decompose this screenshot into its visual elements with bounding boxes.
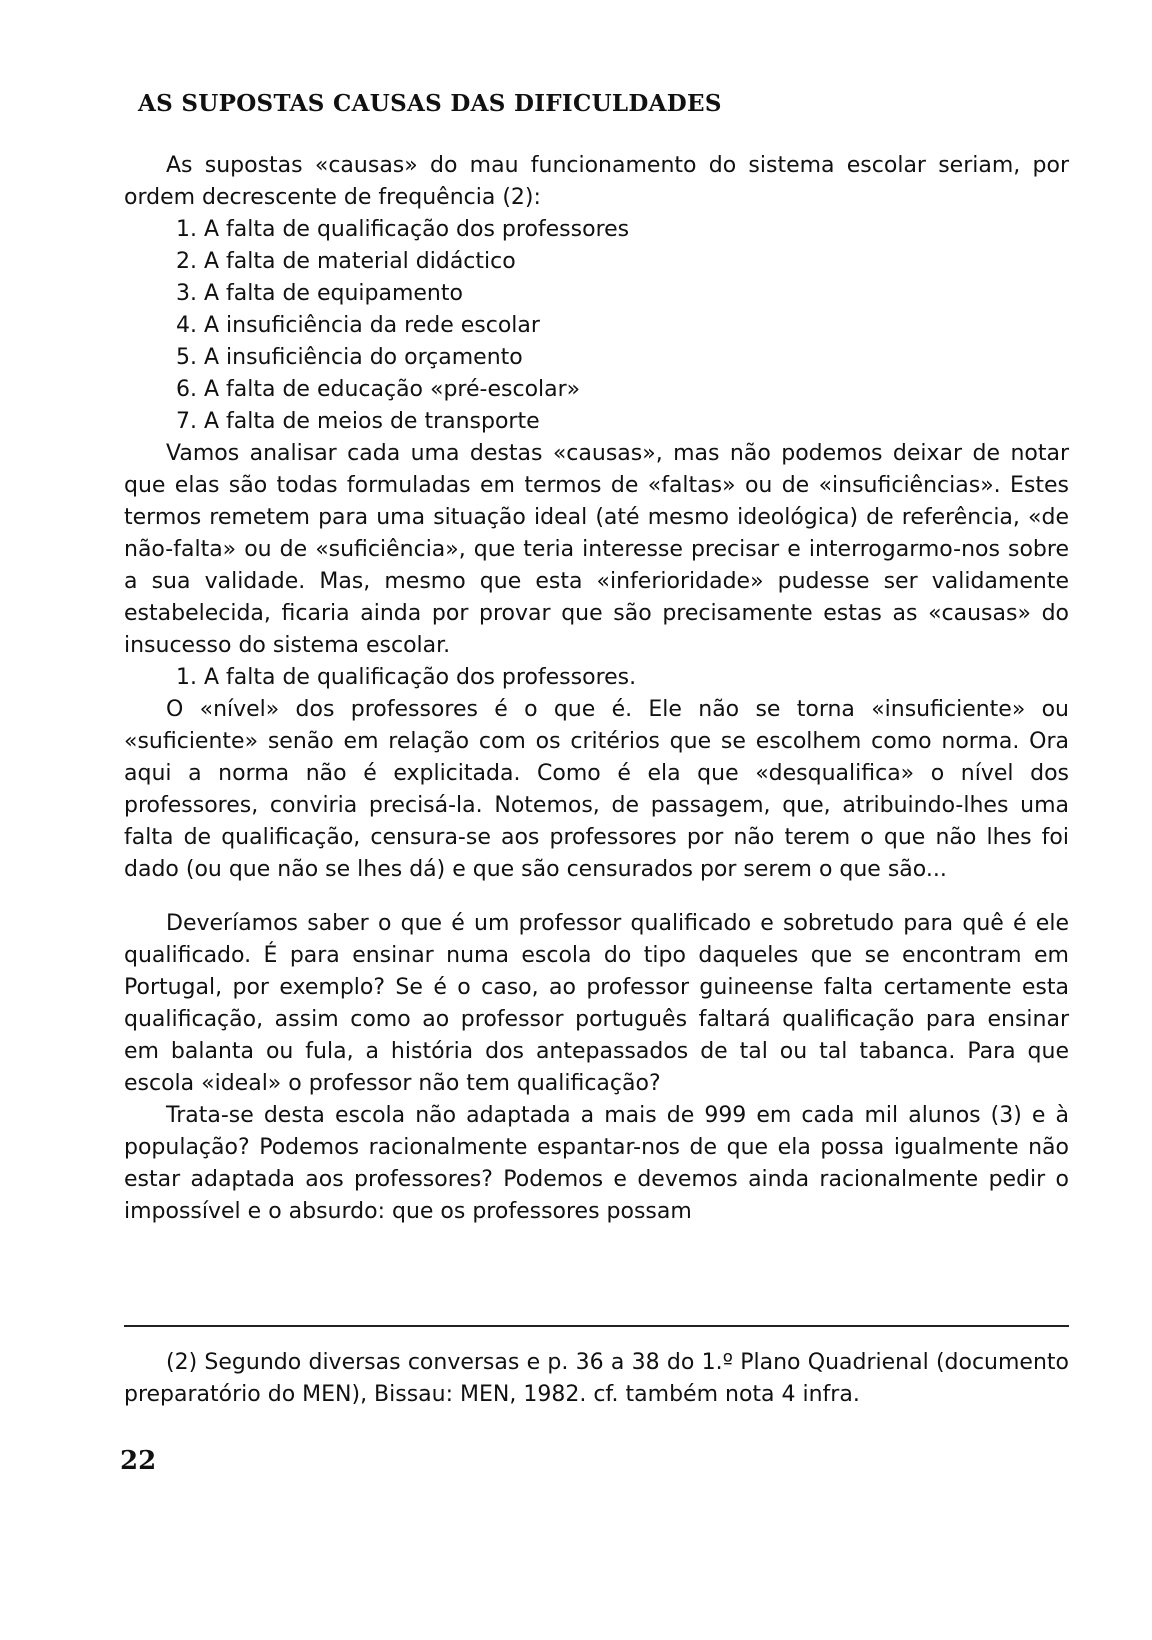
footnote-text: (2) Segundo diversas conversas e p. 36 a 38 do 1.º Plano Quadrienal (documento preparatório do MEN), Bissau: MEN, 1982. cf. também nota 4 infra. [124,1350,1069,1407]
list-item: 2. A falta de material didáctico [176,249,516,274]
main-text [124,150,1069,1228]
list-item: 3. A falta de equipamento [176,281,463,306]
footnote-divider [124,1325,1069,1327]
causes-list [124,214,1069,438]
list-item: 6. A falta de educação «pré-escolar» [176,377,581,402]
intro-paragraph: As supostas «causas» do mau funcionamento do sistema escolar seriam, por ordem decrescente de frequência (2): [124,153,1069,210]
list-item: 5. A insuficiência do orçamento [176,345,523,370]
page-number: 22 [120,1446,157,1476]
school-adaptation-paragraph: Trata-se desta escola não adaptada a mais de 999 em cada mil alunos (3) e à população? Podemos racionalmente espantar-nos de que ela possa igualmente não estar adaptada aos professores? Podemos e devemos ainda racionalmente pedir o impossível e o absurdo: que os professores possam [124,1103,1069,1224]
list-item: 4. A insuficiência da rede escolar [176,313,540,338]
analysis-paragraph: Vamos analisar cada uma destas «causas», mas não podemos deixar de notar que elas são todas formuladas em termos de «faltas» ou de «insuficiências». Estes termos remetem para uma situação ideal (até mesmo ideológica) de referência, «de não-falta» ou de «suficiência», que teria interesse precisar e interrogarmo-nos sobre a sua validade. Mas, mesmo que esta «inferioridade» pudesse ser validamente estabelecida, ficaria ainda por provar que são precisamente estas as «causas» do insucesso do sistema escolar. [124,441,1069,658]
qualified-teacher-paragraph: Deveríamos saber o que é um professor qualificado e sobretudo para quê é ele qualificado. É para ensinar numa escola do tipo daqueles que se encontram em Portugal, por exemplo? Se é o caso, ao professor guineense falta certamente esta qualificação, assim como ao professor português faltará qualificação para ensinar em balanta ou fula, a história dos antepassados de tal ou tal tabanca. Para que escola «ideal» o professor não tem qualificação? [124,911,1069,1096]
subsection-heading: 1. A falta de qualificação dos professores. [176,665,637,690]
section-title: AS SUPOSTAS CAUSAS DAS DIFICULDADES [138,90,722,117]
footnote [124,1347,1069,1411]
list-item: 1. A falta de qualificação dos professores [176,217,630,242]
level-paragraph: O «nível» dos professores é o que é. Ele não se torna «insuficiente» ou «suficiente» senão em relação com os critérios que se escolhem como norma. Ora aqui a norma não é explicitada. Como é ela que «desqualifica» o nível dos professores, conviria precisá-la. Notemos, de passagem, que, atribuindo-lhes uma falta de qualificação, censura-se aos professores por não terem o que não lhes foi dado (ou que não se lhes dá) e que são censurados por serem o que são... [124,697,1069,882]
paragraph-gap [124,886,1069,908]
list-item: 7. A falta de meios de transporte [176,409,540,434]
